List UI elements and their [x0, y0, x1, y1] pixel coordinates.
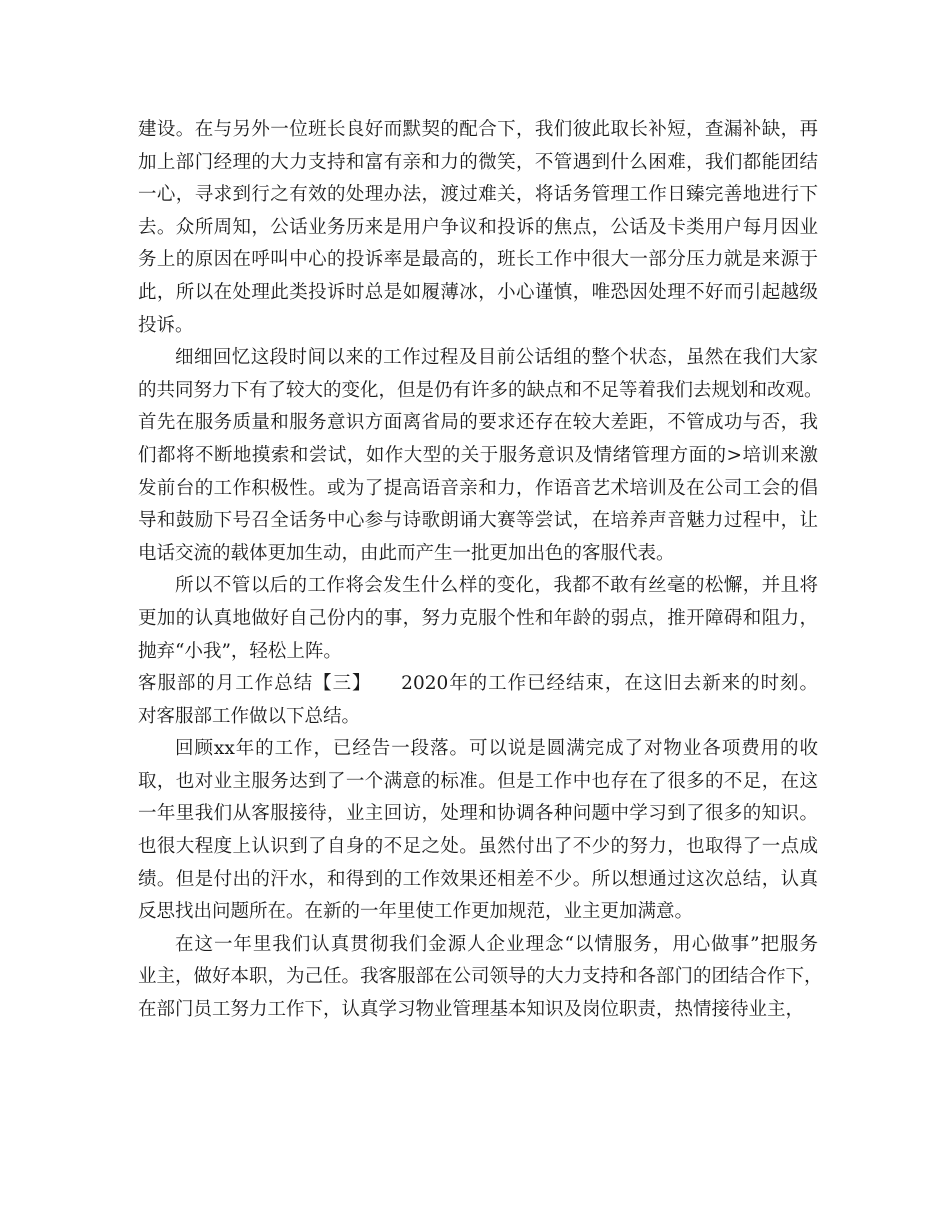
text-line: 导和鼓励下号召全话务中心参与诗歌朗诵大赛等尝试，在培养声音魅力过程中，让 [138, 510, 818, 532]
text-line: 抛弃“小我”，轻松上阵。 [138, 640, 342, 662]
text-line: 此，所以在处理此类投诉时总是如履薄冰，小心谨慎，唯恐因处理不好而引起越级 [138, 281, 818, 303]
text-line: 在这一年里我们认真贯彻我们金源人企业理念“以情服务，用心做事”把服务 [175, 933, 818, 955]
text-line: 的共同努力下有了较大的变化，但是仍有许多的缺点和不足等着我们去规划和改观。 [138, 379, 823, 401]
text-line: 建设。在与另外一位班长良好而默契的配合下，我们彼此取长补短，查漏补缺，再 [138, 119, 818, 140]
text-line: 对客服部工作做以下总结。 [138, 705, 361, 727]
text-line: 所以不管以后的工作将会发生什么样的变化，我都不敢有丝毫的松懈，并且将 [175, 575, 818, 597]
text-line: 反思找出问题所在。在新的一年里使工作更加规范，业主更加满意。 [138, 901, 694, 923]
text-line: 去。众所周知，公话业务历来是用户争议和投诉的焦点，公话及卡类用户每月因业 [138, 216, 818, 238]
text-line: 客服部的月工作总结【三】 2020年的工作已经结束，在这旧去新来的时刻。 [138, 673, 818, 695]
text-line: 电话交流的载体更加生动，由此而产生一批更加出色的客服代表。 [138, 542, 675, 564]
paragraph [138, 114, 818, 342]
paragraph [138, 570, 818, 668]
text-line: 一年里我们从客服接待，业主回访，处理和协调各种问题中学习到了很多的知识。 [138, 803, 818, 825]
text-line: 投诉。 [138, 314, 194, 336]
paragraph [138, 342, 823, 570]
text-line: 更加的认真地做好自己份内的事，努力克服个性和年龄的弱点，推开障碍和阻力， [138, 607, 818, 629]
text-line: 一心，寻求到行之有效的处理办法，渡过难关，将话务管理工作日臻完善地进行下 [138, 184, 818, 206]
paragraph [138, 929, 823, 1027]
text-line: 回顾xx年的工作，已经告一段落。可以说是圆满完成了对物业各项费用的收 [175, 738, 818, 760]
paragraph [138, 733, 818, 929]
text-line: 取，也对业主服务达到了一个满意的标准。但是工作中也存在了很多的不足，在这 [138, 770, 818, 792]
text-line: 发前台的工作积极性。或为了提高语音亲和力，作语音艺术培训及在公司工会的倡 [138, 477, 818, 499]
text-line: 绩。但是付出的汗水，和得到的工作效果还相差不少。所以想通过这次总结，认真 [138, 868, 818, 890]
document-body [138, 114, 823, 1027]
text-line: 务上的原因在呼叫中心的投诉率是最高的，班长工作中很大一部分压力就是来源于 [138, 249, 818, 271]
text-line: 首先在服务质量和服务意识方面离省局的要求还存在较大差距，不管成功与否，我 [138, 412, 818, 434]
text-line: 业主，做好本职，为己任。我客服部在公司领导的大力支持和各部门的团结合作下， [138, 966, 823, 988]
text-line: 细细回忆这段时间以来的工作过程及目前公话组的整个状态，虽然在我们大家 [175, 347, 818, 369]
text-line: 们都将不断地摸索和尝试，如作大型的关于服务意识及情绪管理方面的>培训来激 [138, 444, 818, 466]
text-line: 也很大程度上认识到了自身的不足之处。虽然付出了不少的努力，也取得了一点成 [138, 836, 818, 858]
text-line: 在部门员工努力工作下，认真学习物业管理基本知识及岗位职责，热情接待业主， [138, 999, 805, 1021]
paragraph [138, 668, 818, 733]
text-line: 加上部门经理的大力支持和富有亲和力的微笑，不管遇到什么困难，我们都能团结 [138, 151, 818, 173]
